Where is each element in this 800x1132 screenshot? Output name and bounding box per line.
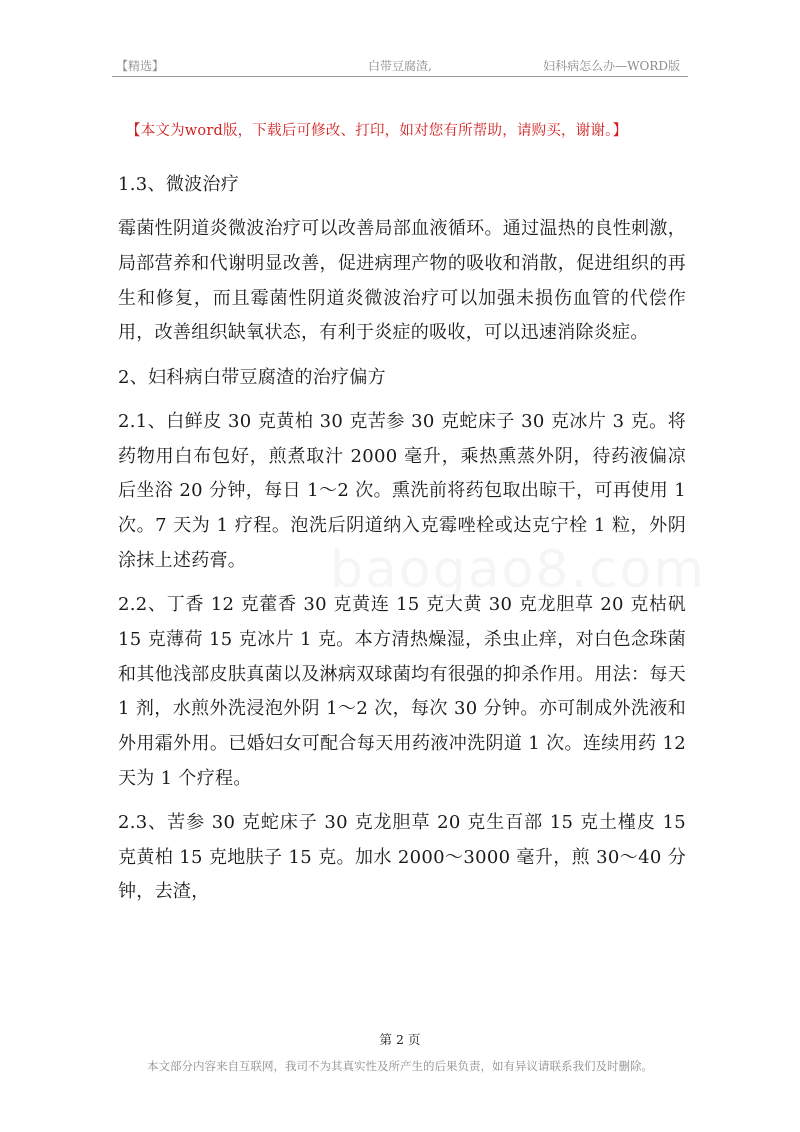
footer-disclaimer: 本文部分内容来自互联网，我司不为其真实性及所产生的后果负责，如有异议请联系我们及时删除。: [147, 1059, 653, 1073]
header-divider: [112, 76, 688, 77]
page-header: [112, 57, 688, 77]
header-left-label: 【精选】: [116, 59, 165, 73]
header-right-title: 妇科病怎么办—WORD版: [543, 59, 680, 73]
section-heading-remedies: 2、妇科病白带豆腐渣的治疗偏方: [118, 366, 386, 388]
section-heading-microwave: 1.3、微波治疗: [118, 174, 240, 195]
page-number: 第 2 页: [379, 1032, 421, 1047]
paragraph-remedy-2-3: 2.3、苦参 30 克蛇床子 30 克龙胆草 20 克生百部 15 克土槿皮 15 克黄柏 15 克地肤子 15 克。加水 2000～3000 毫升，煎 30～40 分钟，去渣，: [118, 811, 686, 903]
watermark-text: baogao8.com: [330, 540, 707, 600]
header-center-title: 白带豆腐渣,: [368, 59, 432, 73]
paragraph-remedy-2-1: 2.1、白鲜皮 30 克黄柏 30 克苦参 30 克蛇床子 30 克冰片 3 克。将药物用白布包好，煎煮取汁 2000 毫升，乘热熏蒸外阴，待药液偏凉后坐浴 20 分钟，每日 1～2 次。熏洗前将药包取出晾干，可再使用 1 次。7 天为 1 疗程。泡洗后阴道纳入克霉唑栓或达克宁栓 1 粒，外阴涂抹上述药膏。: [118, 411, 686, 571]
red-notice: 【本文为word版，下载后可修改、打印，如对您有所帮助，请购买，谢谢。】: [126, 123, 628, 139]
paragraph-remedy-2-2: 2.2、丁香 12 克藿香 30 克黄连 15 克大黄 30 克龙胆草 20 克枯矾 15 克薄荷 15 克冰片 1 克。本方清热燥湿，杀虫止痒，对白色念珠菌和其他浅部皮肤真菌以及淋病双球菌均有很强的抑杀作用。用法：每天 1 剂，水煎外洗浸泡外阴 1～2 次，每次 30 分钟。亦可制成外洗液和外用霜外用。已婚妇女可配合每天用药液冲洗阴道 1 次。连续用药 12 天为 1 个疗程。: [118, 594, 686, 789]
paragraph-microwave-therapy: 霉菌性阴道炎微波治疗可以改善局部血液循环。通过温热的良性刺激，局部营养和代谢明显改善，促进病理产物的吸收和消散，促进组织的再生和修复，而且霉菌性阴道炎微波治疗可以加强未损伤血管的代偿作用，改善组织缺氧状态，有利于炎症的吸收，可以迅速消除炎症。: [118, 218, 686, 344]
document-body: [118, 168, 686, 920]
